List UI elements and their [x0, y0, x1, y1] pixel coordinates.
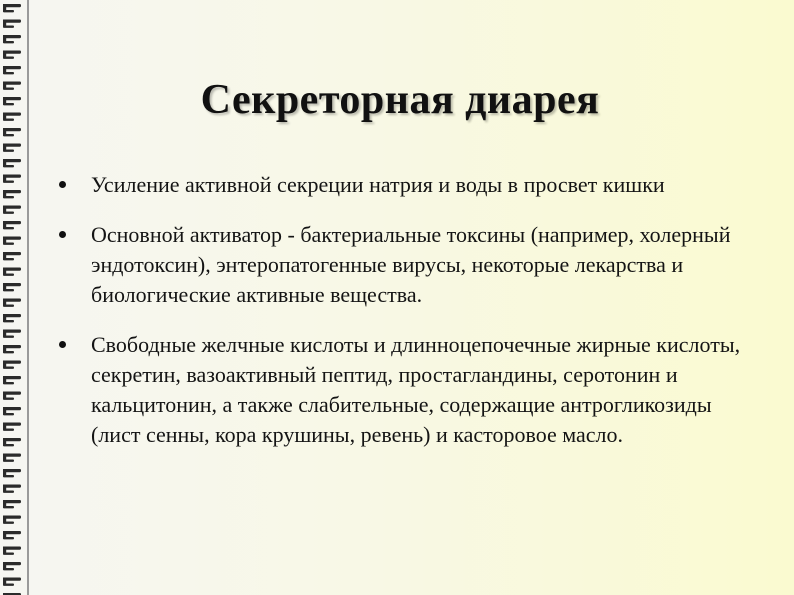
binding-loop — [3, 97, 21, 105]
binding-loop — [3, 454, 21, 462]
binding-loop — [3, 4, 21, 12]
binding-loop — [3, 35, 21, 43]
binding-loop — [3, 485, 21, 493]
slide-title: Секреторная диарея — [200, 77, 600, 123]
binding-loop — [3, 299, 21, 307]
binding-loop — [3, 330, 21, 338]
binding-loop — [3, 361, 21, 369]
binding-loop — [3, 423, 21, 431]
binding-loop — [3, 237, 21, 245]
bullet-text: Усиление активной секреции натрия и воды в просвет кишки — [91, 172, 665, 197]
binding-loop — [3, 221, 21, 229]
binding-loop — [3, 144, 21, 152]
binding-divider — [27, 0, 29, 595]
binding-loop — [3, 252, 21, 260]
bullet-text: Свободные желчные кислоты и длинноцепочечные жирные кислоты, секретин, вазоактивный пептид, простагландины, серотонин и кальцитонин, а также слабительные, содержащие антрогликозиды (лист сенны, кора крушины, ревень) и касторовое масло. — [91, 332, 741, 447]
binding-loop — [3, 113, 21, 121]
bullet-list — [55, 170, 745, 470]
binding-loop — [3, 407, 21, 415]
binding-loop — [3, 392, 21, 400]
binding-loop — [3, 314, 21, 322]
binding-loop — [3, 345, 21, 353]
bullet-item — [55, 170, 745, 200]
binding-loop — [3, 547, 21, 555]
binding-loop — [3, 376, 21, 384]
binding-loop — [3, 516, 21, 524]
binding-loop — [3, 562, 21, 570]
bullet-dot-icon — [59, 231, 66, 238]
bullet-item — [55, 330, 745, 450]
binding-loop — [3, 20, 21, 28]
binding-loop — [3, 159, 21, 167]
binding-loop — [3, 206, 21, 214]
binding-loop — [3, 190, 21, 198]
binding-loop — [3, 175, 21, 183]
binding-loop — [3, 51, 21, 59]
binding-loop — [3, 283, 21, 291]
binding-loop — [3, 66, 21, 74]
binding-loop — [3, 128, 21, 136]
bullet-item — [55, 220, 745, 310]
binding-loop — [3, 531, 21, 539]
bullet-dot-icon — [59, 181, 66, 188]
binding-loop — [3, 438, 21, 446]
binding-loop — [3, 500, 21, 508]
bullet-dot-icon — [59, 341, 66, 348]
binding-loop — [3, 82, 21, 90]
bullet-text: Основной активатор - бактериальные токсины (например, холерный эндотоксин), энтеропатогенные вирусы, некоторые лекарства и биологические активные вещества. — [91, 222, 731, 307]
binding-loop — [3, 469, 21, 477]
binding-loop — [3, 578, 21, 586]
binding-loop — [3, 268, 21, 276]
